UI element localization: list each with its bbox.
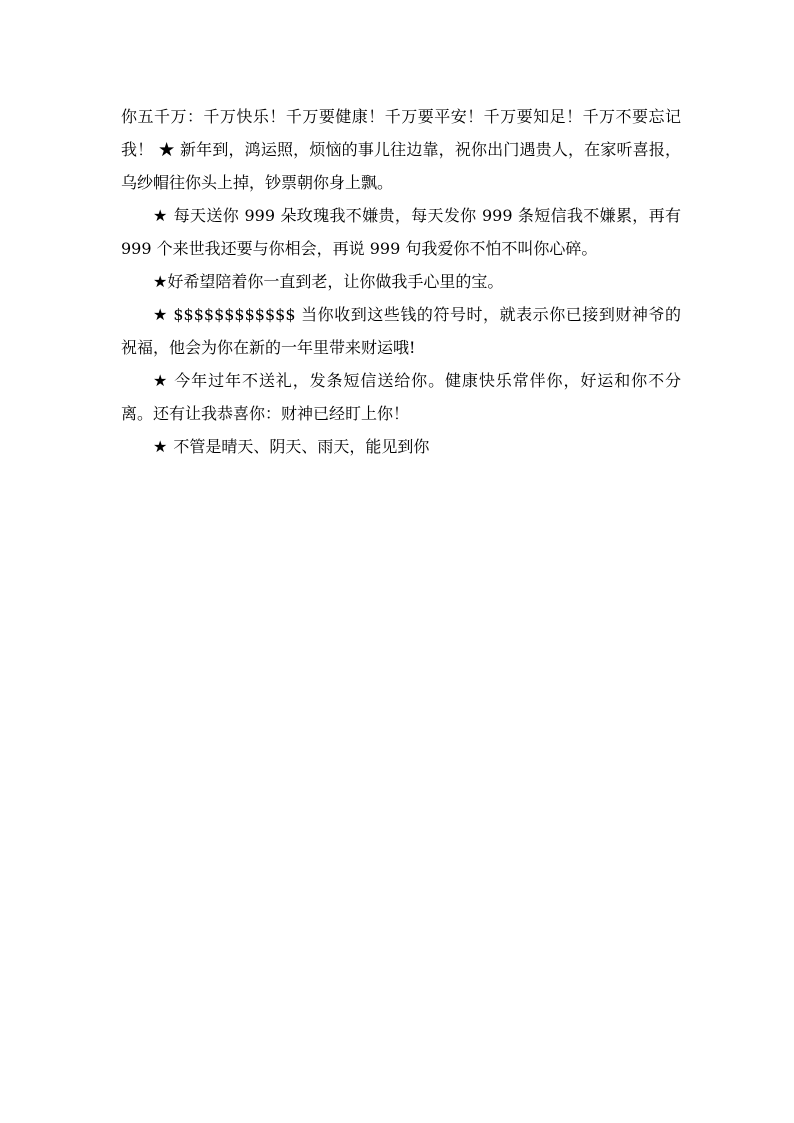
paragraph-6: [121, 430, 681, 463]
paragraph-1: [121, 100, 681, 199]
paragraph-3-text: 好希望陪着你一直到老，让你做我手心里的宝。: [167, 272, 504, 291]
paragraph-4: [121, 298, 681, 364]
paragraph-2: [121, 199, 681, 265]
star-icon: ★: [153, 371, 168, 390]
paragraph-5: [121, 364, 681, 430]
document-body: [121, 100, 681, 463]
paragraph-2-text: 每天送你 999 朵玫瑰我不嫌贵，每天发你 999 条短信我不嫌累，再有 999 个来世我还要与你相会，再说 999 句我爱你不怕不叫你心碎。: [121, 206, 681, 258]
paragraph-5-text: 今年过年不送礼，发条短信送给你。健康快乐常伴你，好运和你不分离。还有让我恭喜你：财神已经盯上你！: [121, 371, 681, 423]
star-icon: ★: [153, 437, 168, 456]
star-icon: ★: [153, 305, 168, 324]
paragraph-4-text: $$$$$$$$$$$$ 当你收到这些钱的符号时，就表示你已接到财神爷的祝福，他会为你在新的一年里带来财运哦!: [121, 305, 681, 357]
star-icon: ★: [153, 272, 168, 291]
paragraph-3: [121, 265, 681, 298]
star-icon: ★: [153, 206, 168, 225]
paragraph-1-text: 你五千万：千万快乐！千万要健康！千万要平安！千万要知足！千万不要忘记我！ ★ 新年到，鸿运照，烦恼的事儿往边靠，祝你出门遇贵人，在家听喜报，乌纱帽往你头上掉，钞票朝你身上飘。: [121, 107, 681, 192]
paragraph-6-text: 不管是晴天、阴天、雨天，能见到你: [173, 437, 430, 456]
